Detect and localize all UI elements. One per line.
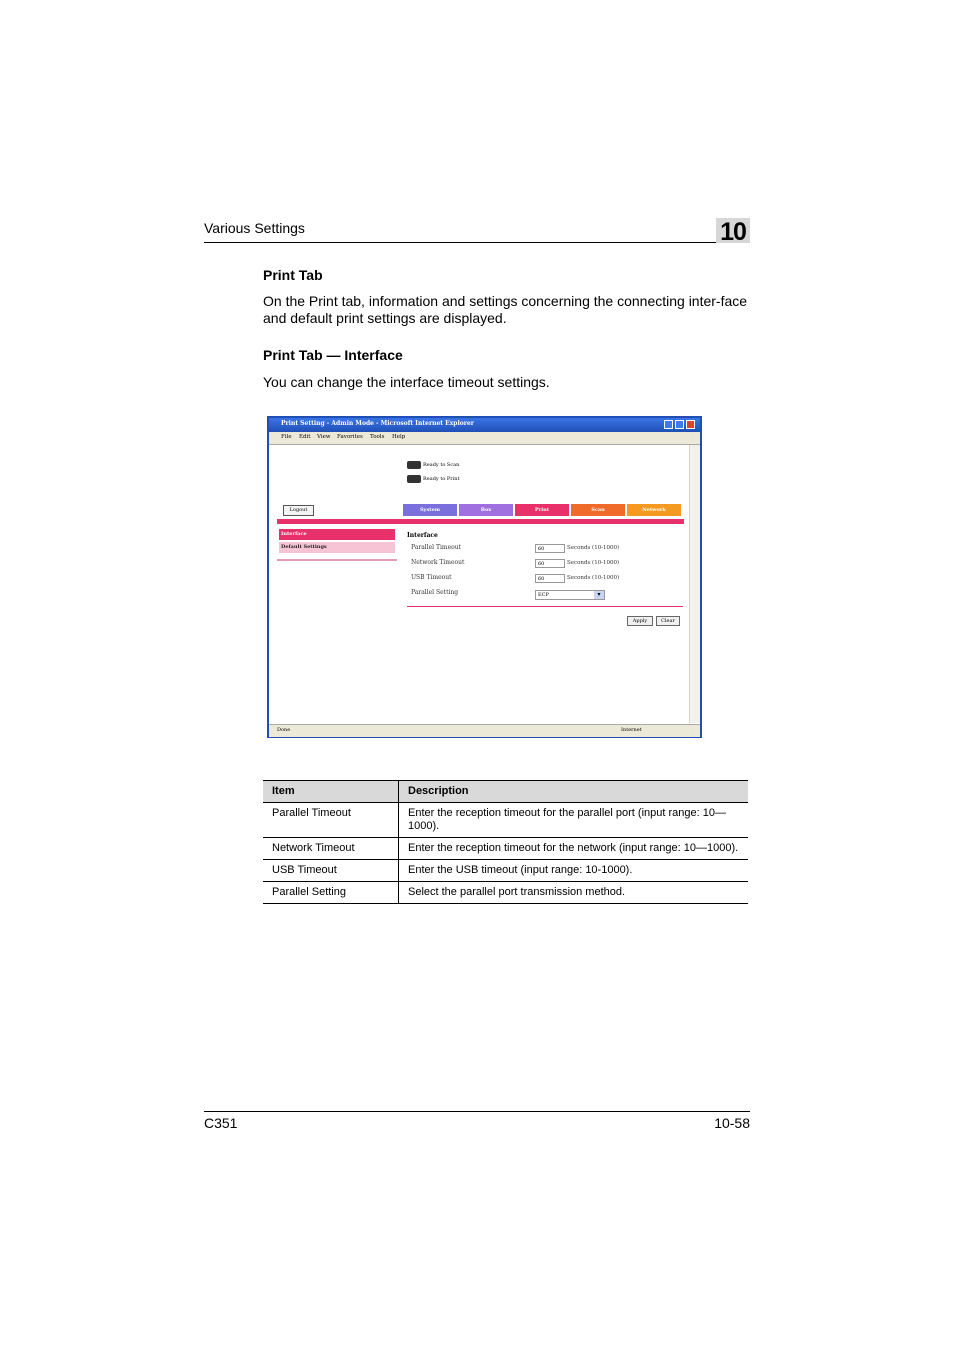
parallel-timeout-unit: Seconds (10-1000) — [567, 545, 620, 551]
tab-scan[interactable]: Scan — [571, 504, 625, 516]
parallel-setting-label: Parallel Setting — [411, 589, 459, 596]
tab-box[interactable]: Box — [459, 504, 513, 516]
network-timeout-label: Network Timeout — [411, 559, 465, 566]
footer-page-number: 10-58 — [714, 1115, 750, 1131]
chapter-number: 10 — [720, 218, 746, 246]
settings-table — [263, 780, 748, 904]
zone-text: Internet — [621, 727, 642, 733]
parallel-setting-select[interactable]: ECP — [535, 590, 605, 600]
usb-timeout-input[interactable]: 60 — [535, 574, 565, 583]
menu-favorites[interactable]: Favorites — [337, 434, 363, 440]
footer-model: C351 — [204, 1115, 238, 1131]
row-item: Parallel Setting — [263, 882, 399, 904]
printer-icon — [407, 475, 421, 483]
window-titlebar — [269, 418, 700, 432]
table-row — [263, 882, 748, 904]
interface-heading: Interface — [407, 532, 438, 539]
apply-button[interactable]: Apply — [627, 616, 653, 626]
form-divider — [407, 606, 683, 607]
parallel-timeout-label: Parallel Timeout — [411, 544, 462, 551]
col-header-item: Item — [263, 781, 399, 803]
clear-button[interactable]: Clear — [656, 616, 680, 626]
row-item: Network Timeout — [263, 838, 399, 860]
usb-timeout-label: USB Timeout — [411, 574, 452, 581]
footer-rule — [204, 1111, 750, 1112]
menu-bar — [269, 432, 700, 445]
window-title: Print Setting - Admin Mode - Microsoft Internet Explorer — [281, 420, 474, 427]
row-description: Enter the USB timeout (input range: 10-1000). — [399, 860, 749, 882]
chevron-down-icon[interactable]: ▾ — [594, 591, 604, 599]
interface-paragraph: You can change the interface timeout settings. — [263, 374, 550, 390]
network-timeout-unit: Seconds (10-1000) — [567, 560, 620, 566]
scanner-icon — [407, 461, 421, 469]
running-header: Various Settings — [204, 220, 305, 236]
scan-status: Ready to Scan — [423, 462, 460, 468]
header-rule — [204, 242, 750, 243]
parallel-timeout-input[interactable]: 60 — [535, 544, 565, 553]
device-status — [407, 458, 460, 486]
section-heading: Print Tab — [263, 267, 323, 283]
tab-print[interactable]: Print — [515, 504, 569, 516]
menu-view[interactable]: View — [317, 434, 331, 440]
status-text: Done — [277, 727, 291, 733]
left-menu — [277, 529, 397, 561]
table-header-row — [263, 781, 748, 803]
col-header-description: Description — [399, 781, 749, 803]
usb-timeout-unit: Seconds (10-1000) — [567, 575, 620, 581]
network-timeout-input[interactable]: 60 — [535, 559, 565, 568]
row-description: Enter the reception timeout for the parallel port (input range: 10—1000). — [399, 803, 749, 838]
menu-help[interactable]: Help — [392, 434, 406, 440]
row-item: USB Timeout — [263, 860, 399, 882]
row-item: Parallel Timeout — [263, 803, 399, 838]
table-row — [263, 838, 748, 860]
active-tab-bar — [277, 519, 684, 524]
tab-system[interactable]: System — [403, 504, 457, 516]
intro-paragraph: On the Print tab, information and settings concerning the connecting inter-face and default print settings are displayed. — [263, 293, 748, 326]
row-description: Enter the reception timeout for the network (input range: 10—1000). — [399, 838, 749, 860]
subsection-heading: Print Tab — Interface — [263, 347, 403, 363]
tab-network[interactable]: Network — [627, 504, 681, 516]
logout-button[interactable]: Logout — [283, 505, 314, 516]
scrollbar[interactable] — [689, 445, 700, 723]
browser-screenshot — [267, 416, 702, 738]
print-status: Ready to Print — [423, 476, 460, 482]
close-icon[interactable] — [686, 420, 695, 429]
status-bar — [269, 724, 700, 737]
menu-file[interactable]: File — [281, 434, 292, 440]
left-menu-default-settings[interactable]: Default Settings — [279, 542, 395, 553]
menu-tools[interactable]: Tools — [370, 434, 385, 440]
minimize-icon[interactable] — [664, 420, 673, 429]
table-row — [263, 803, 748, 838]
menu-edit[interactable]: Edit — [299, 434, 311, 440]
maximize-icon[interactable] — [675, 420, 684, 429]
left-menu-interface[interactable]: Interface — [279, 529, 395, 540]
row-description: Select the parallel port transmission method. — [399, 882, 749, 904]
table-row — [263, 860, 748, 882]
